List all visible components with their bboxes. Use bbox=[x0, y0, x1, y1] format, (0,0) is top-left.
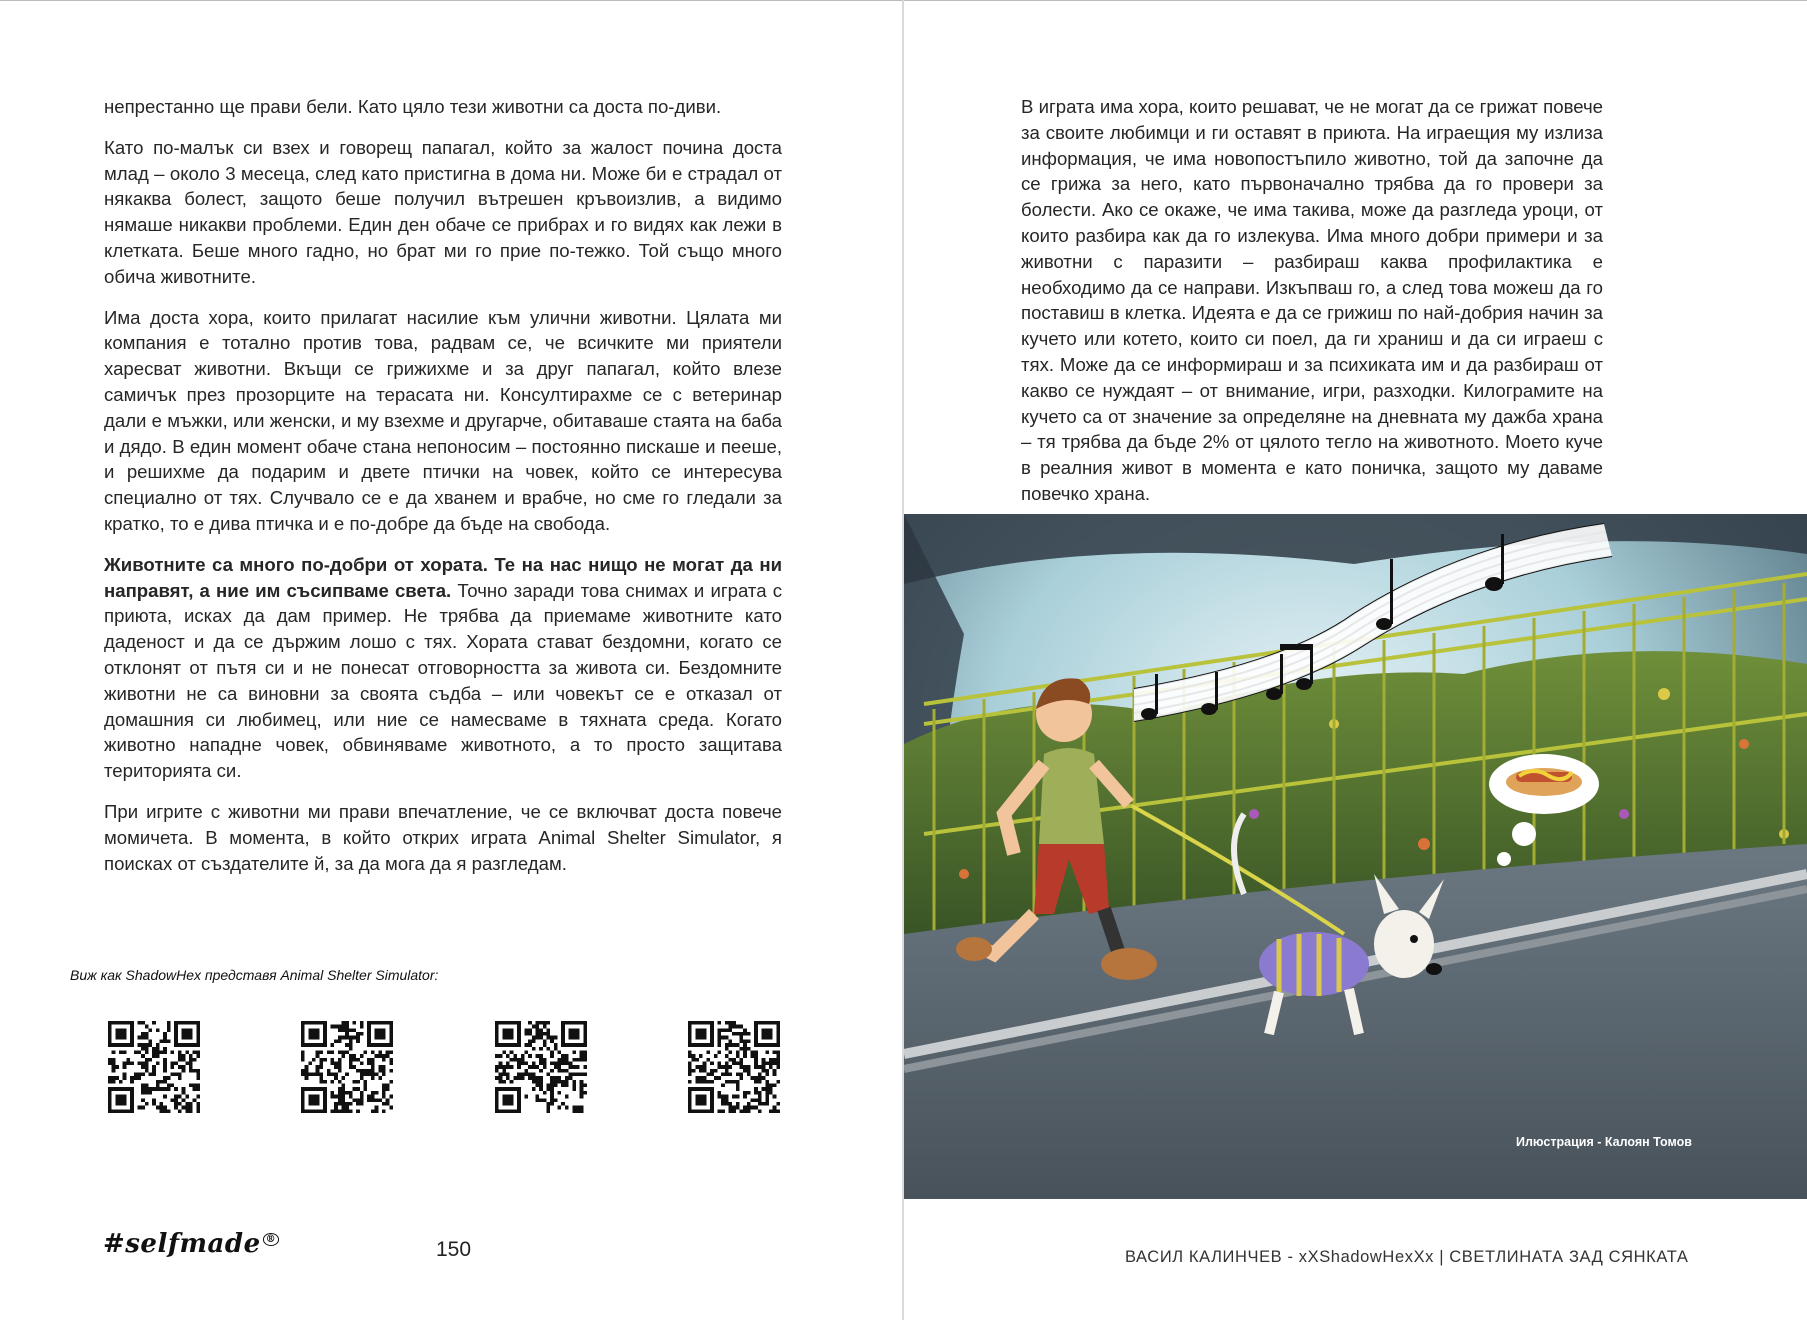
logo-text: #selfmade bbox=[103, 1229, 261, 1259]
registered-mark: ® bbox=[263, 1233, 280, 1246]
paragraph: Има доста хора, които прилагат насилие към улични животни. Цялата ми компания е тотално против това, радвам се, че всичките ми приятели харесват животни. Вкъщи се грижихме и за друг папагал, който влезе самичък през прозорците на терасата ни. Консултирахме се с ветеринар дали е мъжки, или женски, и му взехме и другарче, обитаваше стаята на баба и дядо. В един момент обаче стана непоносим – постоянно пискаше и пееше, и решихме да подарим и двете птички на човек, който се интересува специално от тях. Случвало се е да хванем и врабче, но сме го гледали за кратко, то е дива птичка и е по-добре да бъде на свобода. bbox=[104, 306, 782, 534]
qr-code[interactable] bbox=[108, 1021, 200, 1113]
illustration-artwork bbox=[904, 514, 1807, 1199]
right-text-column bbox=[1021, 94, 1603, 522]
left-text-column bbox=[104, 94, 782, 891]
qr-code[interactable] bbox=[495, 1021, 587, 1113]
paragraph-continuation: Точно заради това снимах и играта с приюта, исках да дам пример. Не трябва да приемаме животните като даденост и да се държим лошо с тях. Хората стават бездомни, когато се отклонят от пътя си и не понесат отговорността за живота си. Бездомните животни не са виновни за своята съдба – или човекът се е отказал от домашния си любимец, или ние се намесваме в тяхната среда. Когато животно нападне човек, обвиняваме животното, а то просто защитава територията си. bbox=[104, 579, 783, 782]
qr-code[interactable] bbox=[301, 1021, 393, 1113]
left-page bbox=[0, 0, 902, 1321]
qr-code[interactable] bbox=[688, 1021, 780, 1113]
right-page bbox=[904, 0, 1807, 1321]
page-number: 150 bbox=[436, 1238, 472, 1261]
paragraph bbox=[104, 552, 782, 784]
illustration-credit: Илюстрация - Калоян Томов bbox=[1516, 1135, 1692, 1149]
book-footer: ВАСИЛ КАЛИНЧЕВ - xXShadowHexXx | СВЕТЛИНАТА ЗАД СЯНКАТА bbox=[1125, 1248, 1689, 1266]
paragraph: непрестанно ще прави бели. Като цяло тези животни са доста по-диви. bbox=[104, 96, 722, 117]
qr-caption: Виж как ShadowHex представя Animal Shelter Simulator: bbox=[70, 967, 439, 983]
paragraph: При игрите с животни ми прави впечатление, че се включват доста повече момичета. В момента, в който открих играта Animal Shelter Simulator, я поисках от създателите й, за да мога да я разгледам. bbox=[104, 800, 782, 874]
paragraph: В играта има хора, които решават, че не могат да се грижат повече за своите любимци и ги оставят в приюта. На играещия му излиза информация, че има новопостъпило животно, той да започне да се грижа за него, като първоначално трябва да го провери за болести. Ако се окаже, че има такива, може да разгледа уроци, от които разбира как да го излекува. Има много добри примери и за животни с паразити – разбираш каква профилактика е необходимо да се направи. Изкъпваш го, а след това можеш да го поставиш в клетка. Идеята е да се грижиш по най-добрия начин за кучето или котето, които си поел, да ги храниш и да си играеш с тях. Може да се информираш и за психиката им и да разбираш от какво се нуждаят – от внимание, игри, разходки. Килограмите на кучето са от значение за определяне на дневната му дажба храна – тя трябва да бъде 2% от цялото тегло на животното. Моето куче в реалния живот в момента е като поничка, защото му даваме повечко храна. bbox=[1021, 96, 1603, 504]
selfmade-logo bbox=[103, 1229, 279, 1259]
bold-statement: Животните са много по-добри от хората. Те на нас нищо не могат да ни направят, а ние им съсипваме света. bbox=[104, 553, 782, 601]
paragraph: Като по-малък си взех и говорещ папагал, който за жалост почина доста млад – около 3 месеца, след като пристигна в дома ни. Може би е страдал от някаква болест, защото беше получил вътрешен кръвоизлив, а видимо нямаше никакви проблеми. Един ден обаче се прибрах и го видях как лежи в клетката. Беше много гадно, но брат ми го прие по-тежко. Той също много обича животните. bbox=[104, 136, 782, 287]
illustration bbox=[904, 514, 1807, 1199]
